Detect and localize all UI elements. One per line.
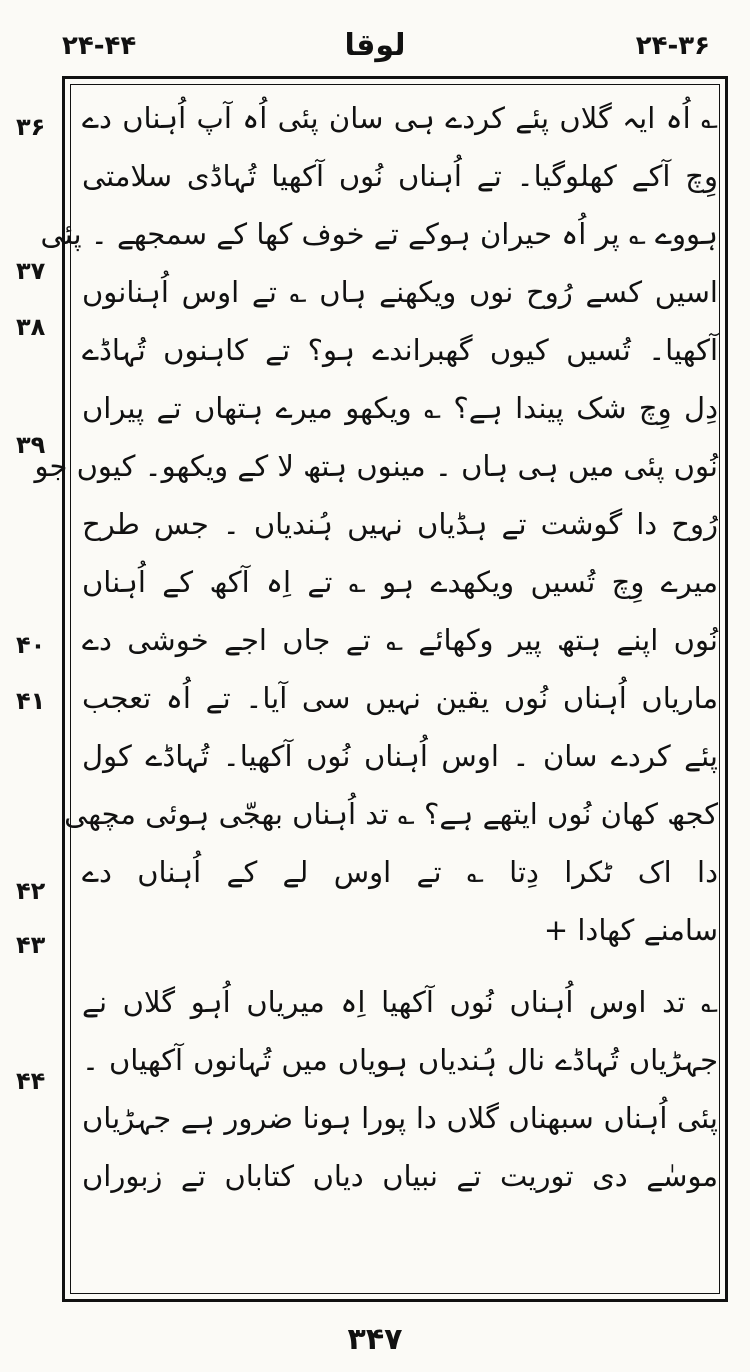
text-line: آکھیا۔ تُسیں کیوں گھبراندے ہو؟ تے کاہنوں تُہاڈے [82, 333, 718, 367]
verse-number: ۳۸ [16, 313, 46, 341]
page-number: ۳۴۷ [347, 1322, 403, 1357]
text-line: دا اک ٹکرا دِتا ؎ تے اوس لے کے اُہناں دے [82, 855, 718, 889]
book-title: لوقا [344, 28, 406, 63]
text-line: ماریاں اُہناں نُوں یقین نہیں سی آیا۔ تے اُہ تعجب [82, 681, 718, 715]
verse-number: ۳۷ [16, 257, 46, 285]
text-line: ہووے ؎ پر اُہ حیران ہوکے تے خوف کھا کے سمجھے ۔ پئی [40, 217, 718, 251]
text-line: سامنے کھادا + [543, 913, 718, 947]
verse-number: ۴۲ [16, 877, 46, 905]
verse-number: ۴۰ [16, 631, 46, 659]
header-verse-range-end: ۲۴-۴۴ [62, 31, 137, 61]
text-line: دِل وِچ شک پیندا ہے؟ ؎ ویکھو میرے ہتھاں تے پیراں [82, 391, 718, 425]
verse-number: ۴۱ [16, 687, 46, 715]
text-line: ؎ اُہ ایہ گلاں پئے کردے ہی سان پئی اُہ آپ اُہناں دے [82, 101, 718, 135]
running-header [0, 26, 750, 76]
verse-number: ۴۴ [16, 1067, 46, 1095]
text-line: پئی اُہناں سبھناں گلاں دا پورا ہونا ضرور ہے جہڑیاں [82, 1101, 718, 1135]
header-verse-range-start: ۲۴-۳۶ [635, 31, 710, 61]
text-line: نُوں اپنے ہتھ پیر وکھائے ؎ تے جاں اجے خوشی دے [82, 623, 718, 657]
scripture-text [34, 90, 718, 1290]
verse-number: ۳۶ [16, 113, 46, 141]
text-line: کجھ کھان نُوں ایتھے ہے؟ ؎ تد اُہناں بھجّی ہوئی مچھی [64, 797, 718, 831]
text-line: ؎ تد اوس اُہناں نُوں آکھیا اِہ میریاں اُہو گلاں نے [82, 985, 718, 1019]
text-line: میرے وِچ تُسیں ویکھدے ہو ؎ تے اِہ آکھ کے اُہناں [82, 565, 718, 599]
text-line: وِچ آکے کھلوگیا۔ تے اُہناں نُوں آکھیا تُہاڈی سلامتی [82, 159, 718, 193]
text-line: رُوح دا گوشت تے ہڈیاں نہیں ہُندیاں ۔ جس طرح [82, 507, 718, 541]
text-line: پئے کردے سان ۔ اوس اُہناں نُوں آکھیا۔ تُہاڈے کول [82, 739, 718, 773]
verse-number: ۴۳ [16, 931, 46, 959]
text-line: موسٰے دی توریت تے نبیاں دیاں کتاباں تے زبوراں [82, 1159, 718, 1193]
text-line: جہڑیاں تُہاڈے نال ہُندیاں ہویاں میں تُہانوں آکھیاں ۔ [82, 1043, 718, 1077]
text-line: اسیں کسے رُوح نوں ویکھنے ہاں ؎ تے اوس اُہنانوں [82, 275, 718, 309]
text-line: نُوں پئی میں ہی ہاں ۔ مینوں ہتھ لا کے ویکھو۔ کیوں جو [34, 449, 718, 483]
verse-number: ۳۹ [16, 431, 46, 459]
